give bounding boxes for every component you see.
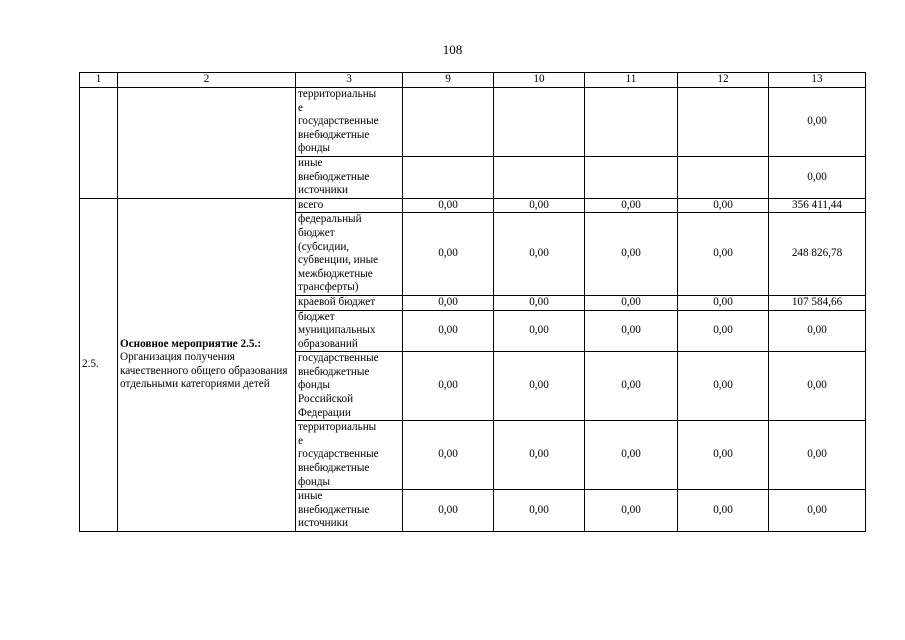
value-cell-13: 248 826,78 [769,213,866,296]
value-cell-10 [494,88,585,157]
source-cell: бюджет муниципальных образований [296,310,403,352]
value-cell-12 [678,88,769,157]
value-cell-11 [585,88,678,157]
value-cell-9: 0,00 [403,213,494,296]
value-cell-12 [678,156,769,198]
value-cell-13: 0,00 [769,88,866,157]
source-cell: всего [296,198,403,213]
value-cell-10: 0,00 [494,310,585,352]
value-cell-10: 0,00 [494,213,585,296]
source-cell: государственные внебюджетные фонды Российской Федерации [296,352,403,421]
value-cell-13: 0,00 [769,156,866,198]
value-cell-13: 107 584,66 [769,295,866,310]
value-cell-12: 0,00 [678,421,769,490]
value-cell-12: 0,00 [678,310,769,352]
value-cell-11: 0,00 [585,490,678,532]
source-cell: иные внебюджетные источники [296,156,403,198]
value-cell-9: 0,00 [403,295,494,310]
header-col-12: 12 [678,73,769,88]
value-cell-9: 0,00 [403,198,494,213]
section-index: 2.5. [80,198,118,531]
source-cell: территориальны е государственные внебюджетные фонды [296,88,403,157]
budget-table [79,72,866,532]
value-cell-12: 0,00 [678,213,769,296]
value-cell-11: 0,00 [585,295,678,310]
value-cell-11: 0,00 [585,213,678,296]
value-cell-13: 0,00 [769,490,866,532]
header-col-10: 10 [494,73,585,88]
value-cell-10 [494,156,585,198]
header-col-1: 1 [80,73,118,88]
source-cell: федеральный бюджет (субсидии, субвенции, иные межбюджетные трансферты) [296,213,403,296]
value-cell-12: 0,00 [678,490,769,532]
value-cell-10: 0,00 [494,490,585,532]
value-cell-13: 0,00 [769,421,866,490]
value-cell-12: 0,00 [678,352,769,421]
value-cell-11: 0,00 [585,352,678,421]
value-cell-9: 0,00 [403,310,494,352]
source-cell: иные внебюджетные источники [296,490,403,532]
value-cell-11: 0,00 [585,310,678,352]
value-cell-12: 0,00 [678,295,769,310]
header-col-9: 9 [403,73,494,88]
value-cell-10: 0,00 [494,198,585,213]
value-cell-9: 0,00 [403,490,494,532]
empty-index-cell [80,88,118,199]
header-row [80,73,866,88]
header-col-13: 13 [769,73,866,88]
value-cell-10: 0,00 [494,295,585,310]
source-cell: краевой бюджет [296,295,403,310]
empty-description-cell [118,88,296,199]
header-col-3: 3 [296,73,403,88]
value-cell-13: 0,00 [769,310,866,352]
value-cell-9 [403,88,494,157]
source-cell: территориальны е государственные внебюджетные фонды [296,421,403,490]
value-cell-11: 0,00 [585,198,678,213]
value-cell-9: 0,00 [403,421,494,490]
header-col-11: 11 [585,73,678,88]
value-cell-10: 0,00 [494,421,585,490]
section-description-cell [118,198,296,531]
value-cell-11 [585,156,678,198]
page-number: 108 [442,42,463,57]
header-col-2: 2 [118,73,296,88]
value-cell-9 [403,156,494,198]
value-cell-10: 0,00 [494,352,585,421]
section-description: Организация получения качественного общего образования отдельными категориями детей [120,351,288,391]
table-row [80,88,866,157]
value-cell-13: 356 411,44 [769,198,866,213]
section-title: Основное мероприятие 2.5.: [120,337,262,350]
value-cell-9: 0,00 [403,352,494,421]
table-row [80,198,866,213]
value-cell-12: 0,00 [678,198,769,213]
value-cell-11: 0,00 [585,421,678,490]
value-cell-13: 0,00 [769,352,866,421]
